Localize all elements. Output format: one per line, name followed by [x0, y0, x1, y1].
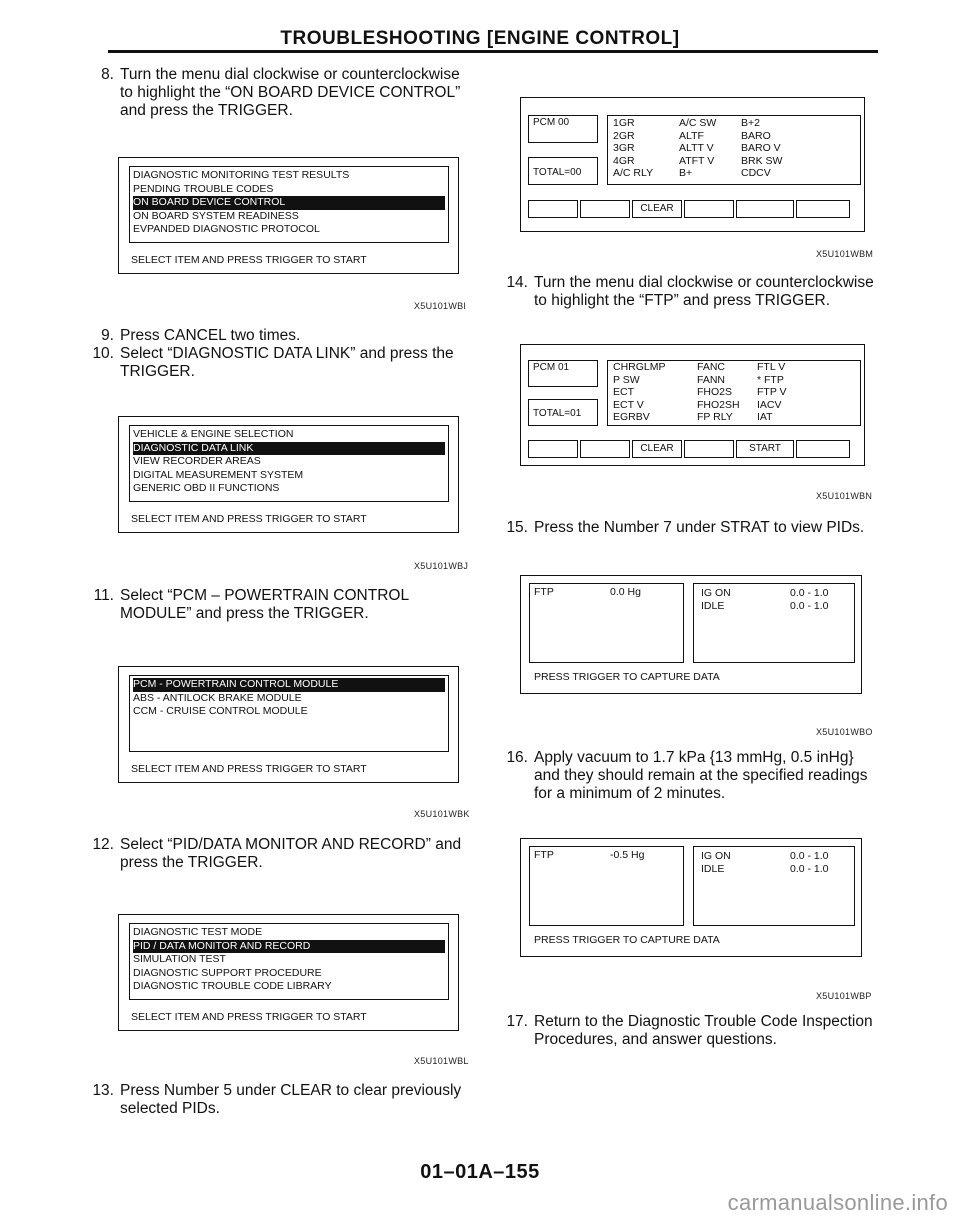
figure-caption: X5U101WBO — [816, 727, 873, 737]
total-label: TOTAL=00 — [533, 167, 582, 178]
menu-item[interactable]: PENDING TROUBLE CODES — [133, 182, 274, 195]
pcm-label: PCM 00 — [533, 117, 570, 128]
softkey-1[interactable] — [528, 440, 578, 458]
pid-grid — [613, 117, 801, 180]
pid-item[interactable]: ECT V — [613, 398, 644, 411]
scan-tool-screen-menu — [118, 666, 459, 783]
spec-label: IG ON — [701, 587, 731, 599]
scan-tool-screen-pid-list — [520, 344, 865, 466]
step-number: 13. — [92, 1082, 114, 1099]
pid-item-selected[interactable]: * FTP — [757, 373, 784, 386]
step-number: 15. — [506, 519, 528, 536]
scan-tool-screen-data — [520, 575, 862, 694]
spec-box — [693, 583, 855, 663]
softkey-clear[interactable]: CLEAR — [632, 200, 682, 218]
menu-item[interactable]: EVPANDED DIAGNOSTIC PROTOCOL — [133, 223, 320, 235]
figure-caption: X5U101WBJ — [414, 561, 469, 571]
step-text: to highlight the “FTP” and press TRIGGER. — [534, 292, 831, 309]
step-text: Turn the menu dial clockwise or counterclockwise — [120, 66, 460, 83]
scan-tool-screen-data — [520, 838, 862, 957]
total-box — [528, 399, 598, 426]
menu-item[interactable]: DIAGNOSTIC SUPPORT PROCEDURE — [133, 966, 322, 979]
pid-item[interactable]: EGRBV — [613, 411, 650, 423]
menu-item-highlighted[interactable]: DIAGNOSTIC DATA LINK — [133, 442, 445, 456]
step-11 — [92, 587, 482, 623]
step-number: 16. — [506, 749, 528, 766]
pcm-label: PCM 01 — [533, 362, 570, 373]
pid-item[interactable]: IAT — [757, 411, 773, 423]
menu-item[interactable]: VIEW RECORDER AREAS — [133, 455, 261, 467]
pid-item[interactable]: IACV — [757, 398, 782, 411]
step-text: press the TRIGGER. — [120, 854, 263, 871]
step-text: selected PIDs. — [120, 1100, 220, 1117]
total-label: TOTAL=01 — [533, 408, 582, 419]
step-10 — [92, 345, 482, 381]
header-rule — [108, 50, 878, 53]
pid-item[interactable]: FANC — [697, 361, 726, 373]
spec-value: 0.0 - 1.0 — [790, 863, 829, 875]
menu-item[interactable]: VEHICLE & ENGINE SELECTION — [133, 428, 294, 440]
total-box — [528, 157, 598, 185]
spec-label: IDLE — [701, 863, 725, 875]
spec-value: 0.0 - 1.0 — [790, 850, 829, 862]
pid-item[interactable]: B+ — [679, 167, 693, 179]
menu-item-highlighted[interactable]: PCM - POWERTRAIN CONTROL MODULE — [133, 678, 445, 692]
step-text: MODULE” and press the TRIGGER. — [120, 605, 369, 622]
figure-caption: X5U101WBP — [816, 991, 872, 1001]
softkey-1[interactable] — [528, 200, 578, 218]
pid-item[interactable]: 2GR — [613, 129, 635, 142]
step-text: TRIGGER. — [120, 363, 195, 380]
step-15 — [506, 519, 896, 537]
step-number: 10. — [92, 345, 114, 362]
step-14 — [506, 274, 896, 310]
pid-item[interactable]: ATFT V — [679, 154, 715, 167]
menu-item[interactable]: DIAGNOSTIC MONITORING TEST RESULTS — [133, 169, 350, 181]
pid-item[interactable]: CDCV — [741, 167, 771, 179]
step-9 — [92, 327, 482, 345]
pid-list-box — [607, 360, 861, 426]
pid-item[interactable]: ECT — [613, 386, 634, 398]
step-text: to highlight the “ON BOARD DEVICE CONTROL” — [120, 84, 461, 101]
pid-item[interactable]: P SW — [613, 373, 640, 386]
pid-item[interactable]: BARO — [741, 129, 771, 142]
spec-value: 0.0 - 1.0 — [790, 587, 829, 599]
menu-list — [129, 923, 449, 1000]
step-text: Turn the menu dial clockwise or counterclockwise — [534, 274, 874, 291]
step-text: Return to the Diagnostic Trouble Code Inspection — [534, 1013, 873, 1030]
softkey-2[interactable] — [580, 440, 630, 458]
softkey-row — [528, 200, 850, 218]
menu-list — [129, 675, 449, 752]
pid-item[interactable]: FP RLY — [697, 411, 733, 423]
pid-item[interactable]: 1GR — [613, 117, 635, 129]
pid-item[interactable]: A/C RLY — [613, 167, 654, 179]
menu-item[interactable]: CCM - CRUISE CONTROL MODULE — [133, 705, 308, 717]
pid-name: FTP — [534, 586, 554, 598]
softkey-6[interactable] — [796, 200, 850, 218]
screen-footer: SELECT ITEM AND PRESS TRIGGER TO START — [131, 1011, 367, 1023]
figure-caption: X5U101WBM — [816, 249, 874, 259]
pid-value: 0.0 Hg — [610, 586, 641, 598]
figure-caption: X5U101WBN — [816, 491, 873, 501]
page-header-title: TROUBLESHOOTING [ENGINE CONTROL] — [280, 28, 680, 49]
softkey-6[interactable] — [796, 440, 850, 458]
pid-value-box — [529, 583, 684, 663]
softkey-4[interactable] — [684, 440, 734, 458]
screen-footer: PRESS TRIGGER TO CAPTURE DATA — [534, 671, 720, 683]
pid-item[interactable]: CHRGLMP — [613, 361, 666, 373]
menu-item[interactable]: ON BOARD SYSTEM READINESS — [133, 209, 299, 222]
menu-list — [129, 425, 449, 502]
softkey-start[interactable]: START — [736, 440, 794, 458]
menu-item[interactable]: ABS - ANTILOCK BRAKE MODULE — [133, 691, 302, 704]
pid-item[interactable]: FANN — [697, 373, 726, 386]
pid-item[interactable]: ALTF — [679, 129, 704, 142]
step-number: 12. — [92, 836, 114, 853]
screen-footer: PRESS TRIGGER TO CAPTURE DATA — [534, 934, 720, 946]
pid-item[interactable]: BRK SW — [741, 154, 783, 167]
figure-caption: X5U101WBK — [414, 809, 470, 819]
softkey-clear[interactable]: CLEAR — [632, 440, 682, 458]
step-8 — [92, 66, 482, 120]
step-text: Procedures, and answer questions. — [534, 1031, 777, 1048]
menu-item[interactable]: DIAGNOSTIC TROUBLE CODE LIBRARY — [133, 980, 332, 992]
step-text: Select “DIAGNOSTIC DATA LINK” and press the — [120, 345, 454, 362]
step-number: 8. — [101, 66, 114, 83]
pid-item[interactable]: 4GR — [613, 154, 635, 167]
softkey-4[interactable] — [684, 200, 734, 218]
scan-tool-screen-pid-list — [520, 97, 865, 232]
step-text: Select “PID/DATA MONITOR AND RECORD” and — [120, 836, 462, 853]
menu-item-highlighted[interactable]: PID / DATA MONITOR AND RECORD — [133, 940, 445, 954]
pcm-box — [528, 115, 598, 143]
pid-item[interactable]: FHO2S — [697, 386, 733, 398]
pid-list-box — [607, 115, 861, 185]
step-number: 17. — [506, 1013, 528, 1030]
menu-item[interactable]: SIMULATION TEST — [133, 953, 226, 965]
step-17 — [506, 1013, 896, 1049]
menu-item[interactable]: DIAGNOSTIC TEST MODE — [133, 926, 263, 938]
menu-item[interactable]: DIGITAL MEASUREMENT SYSTEM — [133, 468, 304, 481]
step-16 — [506, 749, 896, 803]
pid-item[interactable]: A/C SW — [679, 117, 717, 129]
step-12 — [92, 836, 482, 872]
scan-tool-screen-menu — [118, 914, 459, 1031]
softkey-2[interactable] — [580, 200, 630, 218]
step-text: Press Number 5 under CLEAR to clear previously — [120, 1082, 462, 1099]
step-number: 9. — [101, 327, 114, 344]
pid-grid — [613, 361, 817, 424]
step-number: 11. — [93, 587, 114, 604]
pid-item[interactable]: FHO2SH — [697, 398, 740, 411]
page-number: 01–01A–155 — [420, 1161, 540, 1183]
figure-caption: X5U101WBI — [414, 301, 467, 311]
pid-value-box — [529, 846, 684, 926]
spec-label: IG ON — [701, 850, 731, 862]
pcm-box — [528, 360, 598, 387]
pid-item[interactable]: 3GR — [613, 142, 635, 154]
step-13 — [92, 1082, 482, 1118]
screen-footer: SELECT ITEM AND PRESS TRIGGER TO START — [131, 763, 367, 775]
menu-item[interactable]: GENERIC OBD II FUNCTIONS — [133, 482, 280, 494]
step-text: Press CANCEL two times. — [120, 327, 301, 344]
pid-item[interactable]: BARO V — [741, 142, 781, 154]
screen-footer: SELECT ITEM AND PRESS TRIGGER TO START — [131, 254, 367, 266]
menu-item-highlighted[interactable]: ON BOARD DEVICE CONTROL — [133, 196, 445, 210]
softkey-row — [528, 440, 850, 458]
step-text: Select “PCM – POWERTRAIN CONTROL — [120, 587, 410, 604]
step-text: and they should remain at the specified readings — [534, 767, 868, 784]
figure-caption: X5U101WBL — [414, 1056, 469, 1066]
pid-item[interactable]: FTL V — [757, 361, 786, 373]
step-text: Press the Number 7 under STRAT to view PIDs. — [534, 519, 865, 536]
watermark-text: carmanualsonline.info — [727, 1190, 948, 1215]
menu-list — [129, 166, 449, 243]
spec-value: 0.0 - 1.0 — [790, 600, 829, 612]
pid-name: FTP — [534, 849, 554, 861]
pid-value: -0.5 Hg — [610, 849, 645, 861]
softkey-5[interactable] — [736, 200, 794, 218]
pid-item[interactable]: FTP V — [757, 386, 787, 398]
step-text: for a minimum of 2 minutes. — [534, 785, 726, 802]
step-text: and press the TRIGGER. — [120, 102, 293, 119]
spec-box — [693, 846, 855, 926]
pid-item[interactable]: B+2 — [741, 117, 760, 129]
screen-footer: SELECT ITEM AND PRESS TRIGGER TO START — [131, 513, 367, 525]
pid-item[interactable]: ALTT V — [679, 142, 714, 154]
spec-label: IDLE — [701, 600, 725, 612]
scan-tool-screen-menu — [118, 157, 459, 274]
step-number: 14. — [506, 274, 528, 291]
step-text: Apply vacuum to 1.7 kPa {13 mmHg, 0.5 inHg} — [534, 749, 854, 766]
scan-tool-screen-menu — [118, 416, 459, 533]
